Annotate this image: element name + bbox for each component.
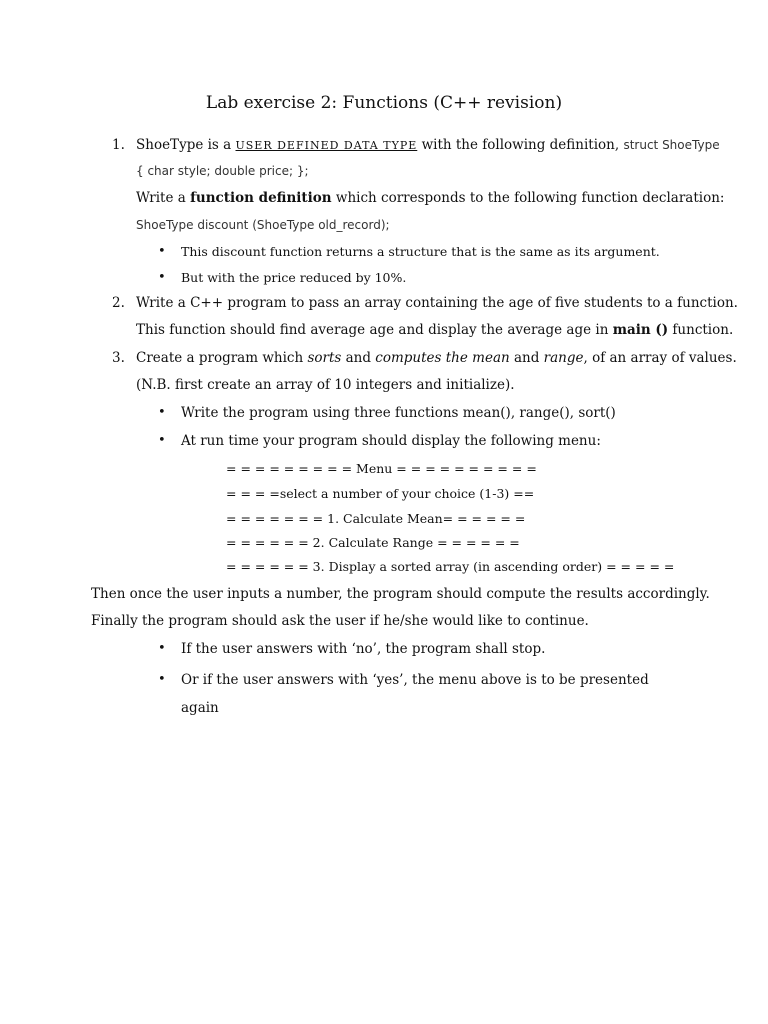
- bullet-icon: •: [158, 672, 166, 687]
- q1-text-post: with the following definition,: [417, 137, 624, 153]
- menu-line-2: = = = =select a number of your choice (1-3) ==: [226, 486, 535, 501]
- menu-line-4: = = = = = = 2. Calculate Range = = = = = =: [226, 535, 520, 550]
- q1-bullet-1: This discount function returns a structure that is the same as its argument.: [181, 244, 660, 259]
- q1-text: ShoeType is a: [136, 137, 236, 153]
- q1-instruction: [136, 189, 724, 207]
- q1-struct-body: { char style; double price; };: [136, 164, 309, 178]
- menu-line-1: = = = = = = = = = Menu = = = = = = = = = =: [226, 461, 537, 476]
- q3-and-2: and: [509, 350, 544, 366]
- q1-line-1: [136, 136, 720, 155]
- page-title: Lab exercise 2: Functions (C++ revision): [205, 93, 563, 113]
- q2-line-2-post: function.: [668, 322, 734, 338]
- final-bullet-2: Or if the user answers with ‘yes’, the menu above is to be presented: [181, 672, 649, 688]
- q3-and-1: and: [341, 350, 376, 366]
- q2-line-1: Write a C++ program to pass an array containing the age of five students to a function.: [136, 295, 738, 311]
- q2-line-2: [136, 321, 733, 339]
- q3-post: , of an array of values.: [583, 350, 737, 366]
- q3-line-1: [136, 349, 737, 367]
- q3-number: 3.: [112, 350, 125, 366]
- q3-pre: Create a program which: [136, 350, 308, 366]
- bullet-icon: •: [158, 244, 166, 259]
- menu-line-3: = = = = = = = 1. Calculate Mean= = = = = =: [226, 511, 526, 526]
- q2-number: 2.: [112, 295, 125, 311]
- q1-bullet-2: But with the price reduced by 10%.: [181, 270, 407, 285]
- q1-instruction-post: which corresponds to the following function declaration:: [331, 190, 725, 206]
- q1-number: 1.: [112, 137, 125, 153]
- q3-bullet-1: Write the program using three functions mean(), range(), sort(): [181, 405, 616, 421]
- final-bullet-1: If the user answers with ‘no’, the program shall stop.: [181, 641, 546, 657]
- final-bullet-2-cont: again: [181, 700, 219, 716]
- q3-bullet-2: At run time your program should display the following menu:: [181, 433, 601, 449]
- menu-line-5: = = = = = = 3. Display a sorted array (in ascending order) = = = = =: [226, 559, 675, 574]
- bullet-icon: •: [158, 405, 166, 420]
- q3-line-2: (N.B. first create an array of 10 integers and initialize).: [136, 377, 515, 393]
- after-line-1: Then once the user inputs a number, the program should compute the results accordingly.: [91, 586, 710, 602]
- q3-sorts: sorts: [307, 350, 342, 366]
- q1-declaration-code: ShoeType discount (ShoeType old_record);: [136, 218, 390, 232]
- q2-line-2-pre: This function should find average age and display the average age in: [136, 322, 613, 338]
- bullet-icon: •: [158, 433, 166, 448]
- q2-main-bold: main (): [612, 322, 669, 338]
- q1-struct-code: struct ShoeType: [623, 138, 720, 152]
- q1-instruction-bold: function definition: [190, 190, 332, 206]
- q1-udt-term: USER DEFINED DATA TYPE: [235, 139, 418, 152]
- q1-instruction-pre: Write a: [136, 190, 191, 206]
- after-line-2: Finally the program should ask the user if he/she would like to continue.: [91, 613, 589, 629]
- q3-computes-mean: computes the mean: [375, 350, 510, 366]
- bullet-icon: •: [158, 270, 166, 285]
- q3-range: range: [543, 350, 584, 366]
- bullet-icon: •: [158, 641, 166, 656]
